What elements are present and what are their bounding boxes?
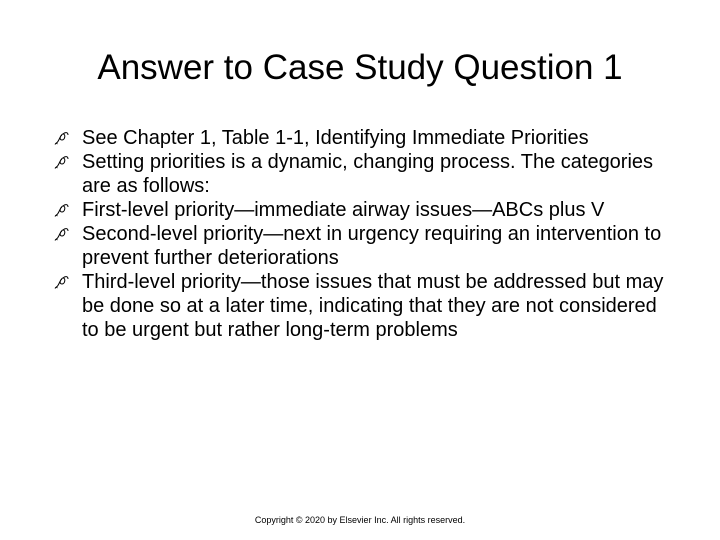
bullet-item: [54, 198, 674, 222]
bullet-list: [54, 126, 674, 342]
copyright-notice: Copyright © 2020 by Elsevier Inc. All rights reserved.: [254, 515, 466, 525]
slide-title: Answer to Case Study Question 1: [97, 48, 623, 87]
ribbon-bullet-icon: [54, 227, 70, 241]
ribbon-bullet-icon: [54, 131, 70, 145]
bullet-item: [54, 150, 674, 198]
ribbon-bullet-icon: [54, 203, 70, 217]
bullet-item: [54, 222, 674, 270]
bullet-item: [54, 126, 674, 150]
bullet-text: First-level priority—immediate airway issues—ABCs plus V: [82, 199, 605, 221]
ribbon-bullet-icon: [54, 155, 70, 169]
ribbon-bullet-icon: [54, 275, 70, 289]
bullet-text: Second-level priority—next in urgency requiring an intervention to prevent further deteriorations: [82, 223, 662, 269]
bullet-text: Setting priorities is a dynamic, changing process. The categories are as follows:: [82, 151, 654, 197]
bullet-item: [54, 270, 674, 342]
bullet-text: See Chapter 1, Table 1-1, Identifying Immediate Priorities: [82, 127, 589, 149]
bullet-text: Third-level priority—those issues that must be addressed but may be done so at a later time, indicating that they are not considered to be urgent but rather long-term problems: [82, 271, 664, 341]
